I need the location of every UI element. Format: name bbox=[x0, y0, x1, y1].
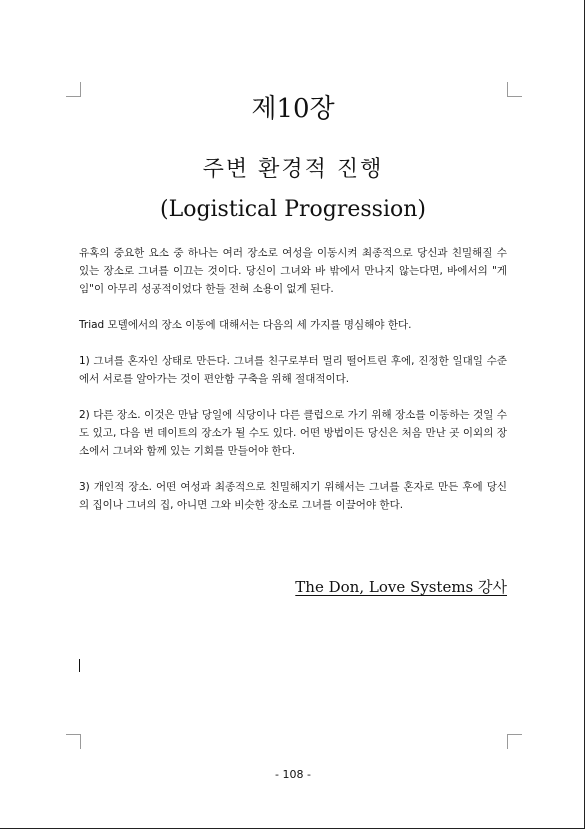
paragraph-point-2: 2) 다른 장소. 이것은 만남 당일에 식당이나 다른 클럽으로 가기 위해 장소를 이동하는 것일 수도 있고, 다음 번 데이트의 장소가 될 수도 있다. 어떤 방법이든 당신은 처음 만난 곳 이외의 장소에서 그녀와 함께 있는 기회를 만들어야 한다. bbox=[79, 409, 507, 457]
paragraph-point-1: 1) 그녀를 혼자인 상태로 만든다. 그녀를 친구로부터 멀리 떨어트린 후에, 진정한 일대일 수준에서 서로를 알아가는 것이 편안함 구축을 위해 절대적이다. bbox=[79, 355, 507, 385]
crop-mark-bottom-right bbox=[507, 734, 522, 749]
paragraph-point-3: 3) 개인적 장소. 어떤 여성과 최종적으로 친밀해지기 위해서는 그녀를 혼자로 만든 후에 당신의 집이나 그녀의 집, 아니면 그와 비슷한 장소로 그녀를 이끌어야 한다. bbox=[79, 481, 507, 511]
paragraph-intro: 유혹의 중요한 요소 중 하나는 여러 장소로 여성을 이동시켜 최종적으로 당신과 친밀해질 수 있는 장소로 그녀를 이끄는 것이다. 당신이 그녀와 바 밖에서 만나지 않는다면, 바에서의 "게임"이 아무리 성공적이었다 한들 전혀 소용이 없게 된다. bbox=[79, 247, 507, 295]
chapter-title-korean: 주변 환경적 진행 bbox=[202, 157, 384, 182]
chapter-title-english: (Logistical Progression) bbox=[160, 197, 426, 222]
chapter-heading: 제10장 bbox=[251, 94, 335, 124]
page-number: - 108 - bbox=[275, 768, 311, 781]
body-text[interactable] bbox=[79, 244, 507, 532]
paragraph-triad: Triad 모델에서의 장소 이동에 대해서는 다음의 세 가지를 명심해야 한다. bbox=[79, 319, 412, 331]
crop-mark-bottom-left bbox=[66, 734, 81, 749]
text-cursor bbox=[79, 659, 80, 672]
author-signature: The Don, Love Systems 강사 bbox=[295, 578, 507, 596]
